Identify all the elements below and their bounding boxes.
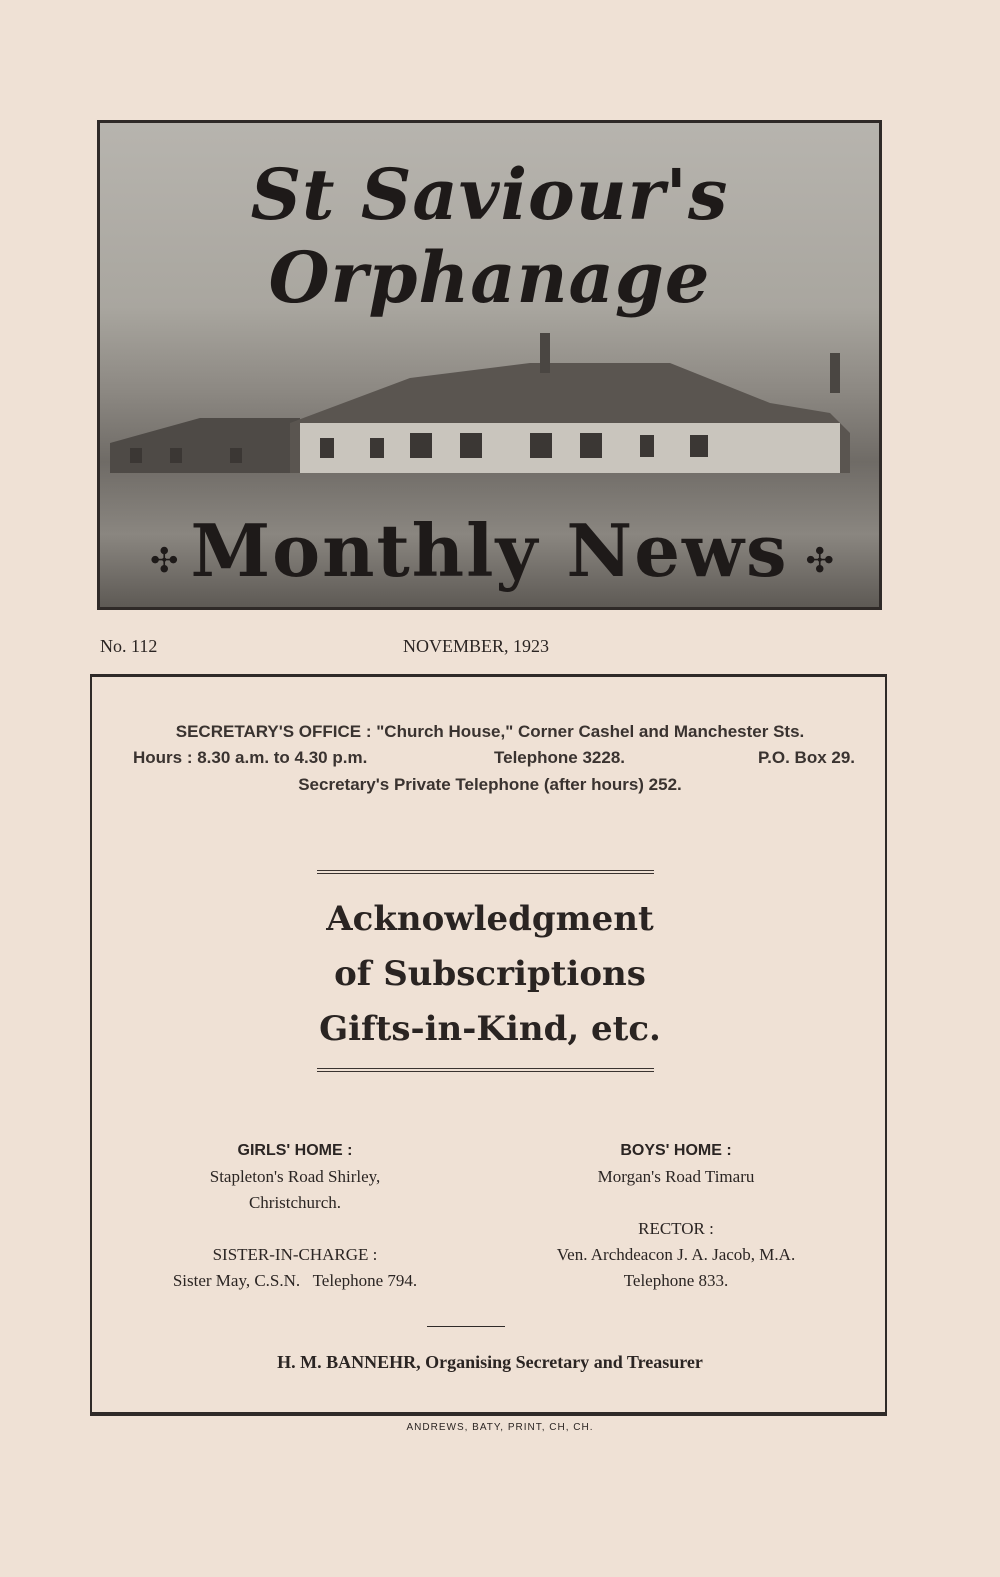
boys-home-rector: Ven. Archdeacon J. A. Jacob, M.A. — [556, 1245, 796, 1264]
boys-home-section — [496, 1138, 856, 1294]
private-telephone: Secretary's Private Telephone (after hours) 252. — [298, 775, 682, 794]
printer-credit: ANDREWS, BATY, PRINT, CH, CH. — [406, 1422, 594, 1433]
girls-home-title: GIRLS' HOME : — [237, 1142, 353, 1159]
cross-ornament-icon: ✣ — [150, 543, 179, 580]
short-divider — [427, 1326, 505, 1327]
orphanage-building-illustration — [110, 323, 870, 483]
office-hours: Hours : 8.30 a.m. to 4.30 p.m. — [133, 748, 368, 767]
masthead-subtitle: Monthly News — [190, 508, 789, 593]
boys-home-role: RECTOR : — [638, 1219, 714, 1238]
heading-line-1: Acknowledgment — [326, 899, 654, 939]
girls-home-city: Christchurch. — [248, 1193, 342, 1212]
masthead-photo — [97, 120, 882, 610]
girls-home-role: SISTER-IN-CHARGE : — [212, 1245, 378, 1264]
signature: H. M. BANNEHR, Organising Secretary and Treasurer — [277, 1352, 703, 1372]
heading-line-3: Gifts-in-Kind, etc. — [319, 1009, 661, 1049]
boys-home-telephone: Telephone 833. — [623, 1271, 729, 1290]
masthead-title: St Saviour's Orphanage — [250, 153, 729, 319]
girls-home-address: Stapleton's Road Shirley, — [209, 1167, 381, 1186]
office-po-box: P.O. Box 29. — [758, 748, 856, 767]
divider — [317, 870, 654, 874]
issue-date: NOVEMBER, 1923 — [403, 636, 550, 656]
office-address: SECRETARY'S OFFICE : "Church House," Corner Cashel and Manchester Sts. — [175, 722, 805, 741]
boys-home-address: Morgan's Road Timaru — [597, 1167, 755, 1186]
issue-number: No. 112 — [100, 636, 158, 656]
cross-ornament-icon: ✣ — [805, 543, 834, 580]
girls-home-section — [115, 1138, 475, 1294]
boys-home-title: BOYS' HOME : — [620, 1142, 732, 1159]
heading-line-2: of Subscriptions — [334, 954, 646, 994]
divider — [317, 1068, 654, 1072]
girls-home-contact: Sister May, C.S.N. Telephone 794. — [172, 1271, 418, 1290]
office-telephone: Telephone 3228. — [494, 748, 626, 767]
